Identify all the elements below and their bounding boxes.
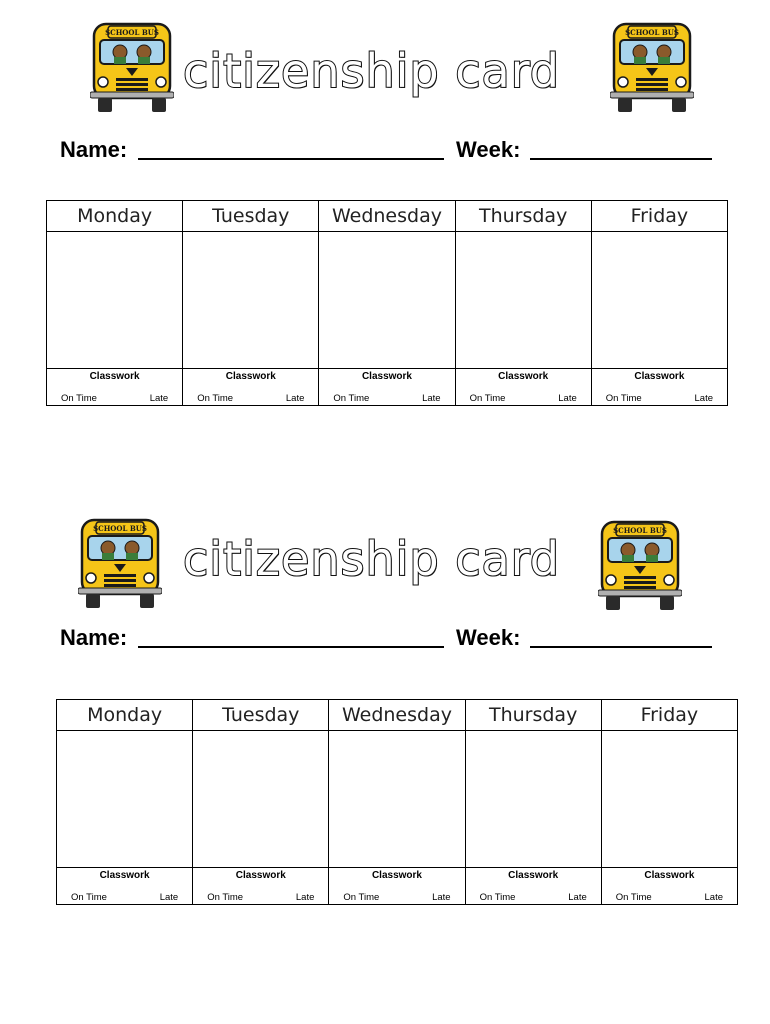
bus-sign-text: SCHOOL BUS	[613, 526, 667, 535]
classwork-label: Classwork	[89, 371, 140, 382]
day-box-friday[interactable]	[591, 232, 727, 369]
week-field[interactable]	[530, 158, 712, 160]
late-label: Late	[694, 393, 713, 404]
day-header-wednesday: Wednesday	[319, 201, 455, 232]
day-footer-friday	[601, 868, 737, 905]
week-label: Week:	[456, 137, 521, 162]
name-label: Name:	[60, 625, 128, 650]
on-time-label: On Time	[333, 393, 370, 404]
day-footer-tuesday	[193, 868, 329, 905]
bus-sign-text: SCHOOL BUS	[625, 28, 679, 37]
on-time-label: On Time	[605, 393, 642, 404]
day-footer-monday	[57, 868, 193, 905]
late-label: Late	[159, 892, 179, 903]
school-bus-icon	[78, 518, 162, 610]
classwork-label: Classwork	[644, 870, 695, 881]
on-time-label: On Time	[615, 892, 652, 903]
name-field[interactable]	[138, 158, 444, 160]
late-label: Late	[149, 393, 169, 404]
late-label: Late	[285, 393, 305, 404]
day-footer-thursday	[465, 868, 601, 905]
on-time-label: On Time	[61, 393, 97, 404]
day-box-thursday[interactable]	[455, 232, 591, 369]
day-footer-thursday	[455, 369, 591, 406]
day-box-wednesday[interactable]	[319, 232, 455, 369]
school-bus-icon	[598, 520, 682, 612]
school-bus-icon	[90, 22, 174, 114]
on-time-label: On Time	[343, 892, 380, 903]
school-bus-icon	[610, 22, 694, 114]
card-title: citizenship card	[183, 44, 560, 98]
classwork-label: Classwork	[634, 371, 685, 382]
bus-sign-text: SCHOOL BUS	[93, 524, 147, 533]
late-label: Late	[568, 892, 587, 903]
name-field[interactable]	[138, 646, 444, 648]
day-footer-tuesday	[183, 369, 319, 406]
day-header-thursday: Thursday	[455, 201, 591, 232]
on-time-label: On Time	[469, 393, 506, 404]
late-label: Late	[295, 892, 315, 903]
on-time-label: On Time	[207, 892, 244, 903]
classwork-label: Classwork	[371, 870, 422, 881]
day-box-thursday[interactable]	[465, 731, 601, 868]
week-field[interactable]	[530, 646, 712, 648]
classwork-label: Classwork	[508, 870, 559, 881]
classwork-label: Classwork	[498, 371, 549, 382]
classwork-label: Classwork	[99, 870, 150, 881]
day-footer-friday	[591, 369, 727, 406]
weekly-grid	[46, 200, 728, 406]
on-time-label: On Time	[479, 892, 516, 903]
on-time-label: On Time	[197, 393, 234, 404]
day-box-friday[interactable]	[601, 731, 737, 868]
day-header-friday: Friday	[591, 201, 727, 232]
week-label: Week:	[456, 625, 521, 650]
day-header-friday: Friday	[601, 700, 737, 731]
weekly-grid	[56, 699, 738, 905]
day-header-monday: Monday	[57, 700, 193, 731]
day-footer-wednesday	[329, 868, 465, 905]
name-label: Name:	[60, 137, 128, 162]
on-time-label: On Time	[71, 892, 107, 903]
day-header-monday: Monday	[47, 201, 183, 232]
day-box-monday[interactable]	[57, 731, 193, 868]
day-header-wednesday: Wednesday	[329, 700, 465, 731]
day-box-monday[interactable]	[47, 232, 183, 369]
classwork-label: Classwork	[225, 371, 276, 382]
bus-sign-text: SCHOOL BUS	[105, 28, 159, 37]
classwork-label: Classwork	[361, 371, 412, 382]
day-box-wednesday[interactable]	[329, 731, 465, 868]
late-label: Late	[558, 393, 577, 404]
day-footer-wednesday	[319, 369, 455, 406]
late-label: Late	[704, 892, 723, 903]
late-label: Late	[422, 393, 441, 404]
day-header-tuesday: Tuesday	[193, 700, 329, 731]
card-title: citizenship card	[183, 532, 560, 586]
day-header-thursday: Thursday	[465, 700, 601, 731]
classwork-label: Classwork	[235, 870, 286, 881]
day-header-tuesday: Tuesday	[183, 201, 319, 232]
day-footer-monday	[47, 369, 183, 406]
late-label: Late	[432, 892, 451, 903]
day-box-tuesday[interactable]	[183, 232, 319, 369]
day-box-tuesday[interactable]	[193, 731, 329, 868]
